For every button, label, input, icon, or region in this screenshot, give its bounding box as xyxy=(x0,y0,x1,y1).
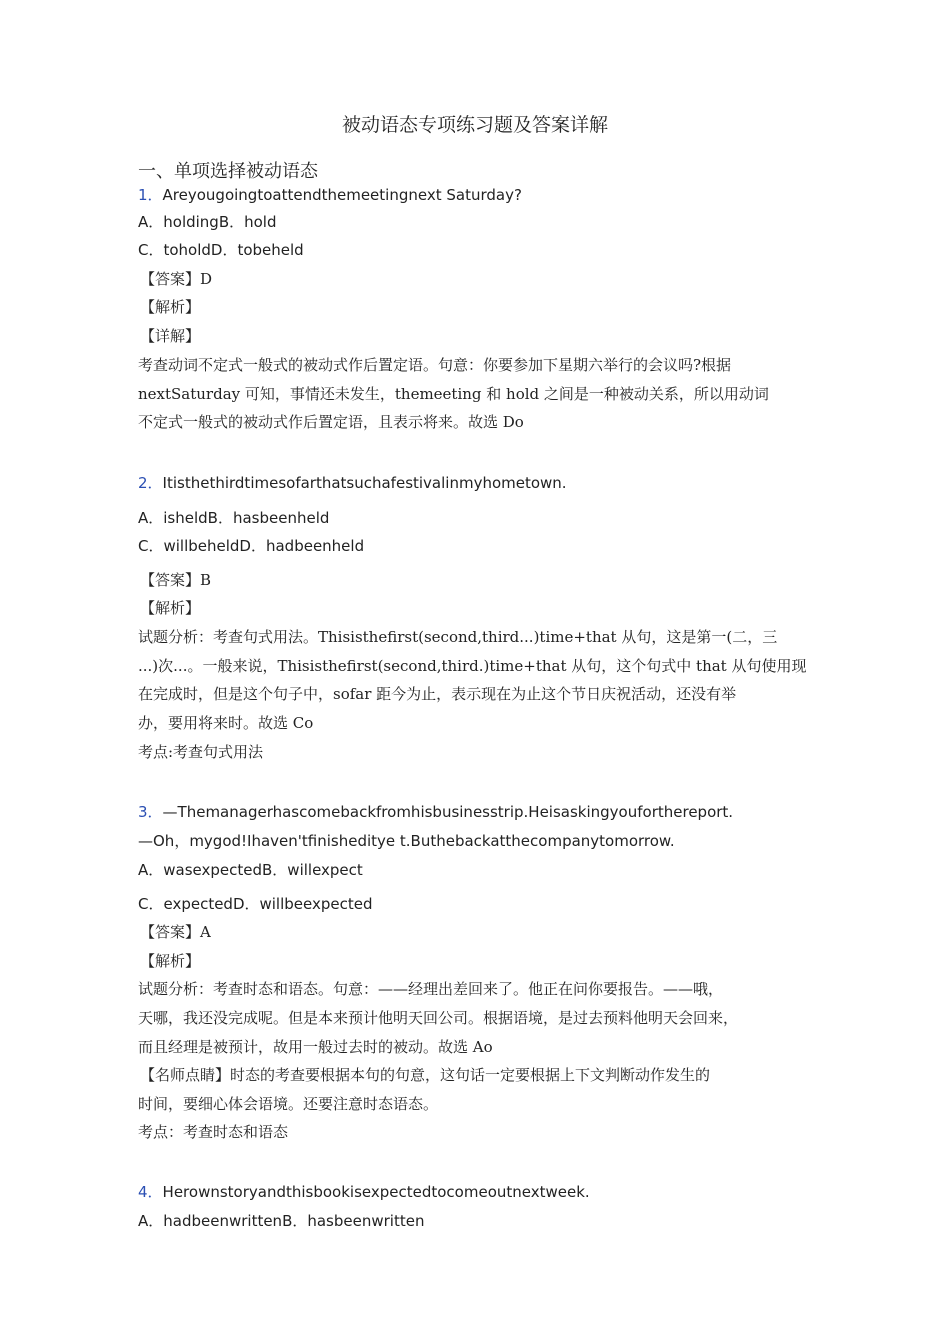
question-1-explanation-line: nextSaturday 可知，事情还未发生，themeeting 和 hold 之间是一种被动关系，所以用动词 xyxy=(138,385,769,403)
question-2-explanation-line: ...)次...。一般来说，Thisisthefirst(second,third.)time+that 从句，这个句式中 that 从句使用现 xyxy=(138,657,807,675)
question-2-stem xyxy=(138,473,567,493)
question-3-stem-line-2: —Oh，mygod!Ihaven'tfinisheditye t.Buthebackatthecompanytomorrow. xyxy=(138,832,675,850)
question-2-options-cd: C．willbeheldD．hadbeenheld xyxy=(138,537,365,555)
question-1-analysis-label: 【解析】 xyxy=(140,298,201,316)
question-number: 1． xyxy=(138,186,163,204)
question-4-options-ab: A．hadbeenwrittenB．hasbeenwritten xyxy=(138,1212,425,1230)
question-1-options-ab: A．holdingB．hold xyxy=(138,213,277,231)
question-text: Areyougoingtoattendthemeetingnext Saturday? xyxy=(162,186,522,204)
question-2-point: 考点:考查句式用法 xyxy=(138,743,264,761)
question-3-explanation-line: 试题分析：考查时态和语态。句意：——经理出差回来了。他正在问你要报告。——哦， xyxy=(138,980,724,998)
question-3-teacher-tip-line-2: 时间，要细心体会语境。还要注意时态语态。 xyxy=(138,1095,439,1113)
section-heading: 一、单项选择被动语态 xyxy=(138,161,318,182)
question-2-options-ab: A．isheldB．hasbeenheld xyxy=(138,509,330,527)
question-3-stem xyxy=(138,802,733,822)
question-3-answer: 【答案】A xyxy=(140,923,211,941)
question-3-options-cd: C．expectedD．willbeexpected xyxy=(138,895,373,913)
question-number: 2． xyxy=(138,474,163,492)
question-2-analysis-label: 【解析】 xyxy=(140,599,201,617)
question-1-explanation-line: 考查动词不定式一般式的被动式作后置定语。句意：你要参加下星期六举行的会议吗?根据 xyxy=(138,356,732,374)
question-3-options-ab: A．wasexpectedB．willexpect xyxy=(138,861,363,879)
question-3-explanation-line: 天哪，我还没完成呢。但是本来预计他明天回公司。根据语境，是过去预料他明天会回来， xyxy=(138,1009,739,1027)
question-2-answer: 【答案】B xyxy=(140,571,212,589)
question-3-point: 考点：考查时态和语态 xyxy=(138,1123,289,1141)
page-title: 被动语态专项练习题及答案详解 xyxy=(341,114,608,136)
question-3-teacher-tip: 【名师点睛】时态的考查要根据本句的句意，这句话一定要根据上下文判断动作发生的 xyxy=(140,1066,711,1084)
question-1-stem xyxy=(138,185,522,205)
question-2-explanation-line: 试题分析：考查句式用法。Thisisthefirst(second,third...)time+that 从句，这是第一(二，三 xyxy=(138,628,778,646)
question-3-explanation-line: 而且经理是被预计，故用一般过去时的被动。故选 Ao xyxy=(138,1038,493,1056)
question-1-options-cd: C．toholdD．tobeheld xyxy=(138,241,304,259)
question-1-answer: 【答案】D xyxy=(140,270,213,288)
question-4-stem xyxy=(138,1182,590,1202)
question-text: Herownstoryandthisbookisexpectedtocomeoutnextweek. xyxy=(162,1183,590,1201)
question-number: 4． xyxy=(138,1183,163,1201)
question-number: 3． xyxy=(138,803,163,821)
question-text: Itisthethirdtimesofarthatsuchafestivalinmyhometown. xyxy=(162,474,567,492)
question-1-detail-label: 【详解】 xyxy=(140,327,201,345)
question-3-analysis-label: 【解析】 xyxy=(140,952,201,970)
question-1-explanation-line: 不定式一般式的被动式作后置定语，且表示将来。故选 Do xyxy=(138,413,524,431)
question-2-explanation-line: 在完成时，但是这个句子中，sofar 距今为止，表示现在为止这个节日庆祝活动，还没有举 xyxy=(138,685,737,703)
question-2-explanation-line: 办，要用将来时。故选 Co xyxy=(138,714,314,732)
question-text: —Themanagerhascomebackfromhisbusinesstrip.Heisaskingyouforthereport. xyxy=(162,803,734,821)
